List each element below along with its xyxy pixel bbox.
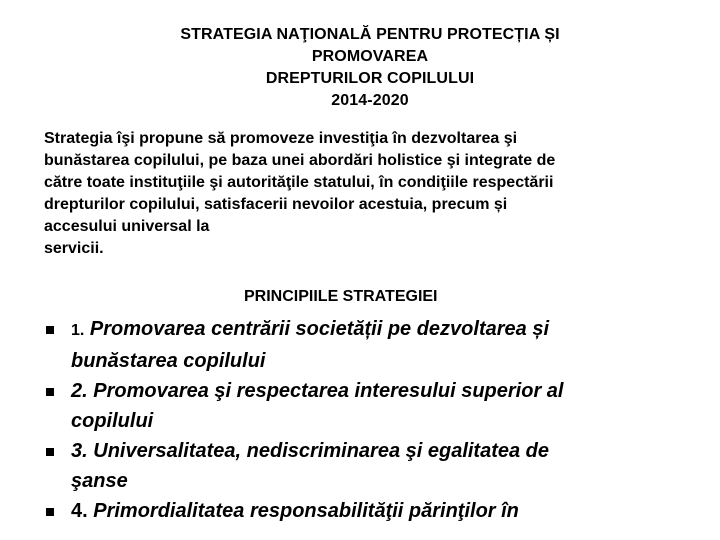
square-bullet-icon: [46, 388, 54, 396]
intro-line-3: către toate instituţiile şi autorităţile statului, în condiţiile respectării: [44, 174, 554, 191]
square-bullet-icon: [46, 448, 54, 456]
list-item: [44, 496, 704, 526]
principle-text-line-2: şanse: [71, 470, 128, 492]
principle-number: 4.: [71, 500, 88, 522]
list-item: [44, 314, 704, 376]
list-item: [44, 376, 704, 436]
principles-list: [44, 314, 704, 526]
title-line-1: STRATEGIA NAŢIONALĂ PENTRU PROTECȚIA ȘI: [180, 26, 560, 43]
principle-text-line-1: Primordialitatea responsabilităţii părinţilor în: [93, 500, 519, 522]
page-title: [110, 24, 630, 112]
principle-number: 1.: [71, 322, 85, 339]
principle-text-line-2: bunăstarea copilului: [71, 350, 266, 372]
intro-line-5: accesului universal la: [44, 218, 210, 235]
square-bullet-icon: [46, 326, 54, 334]
intro-paragraph: [44, 128, 694, 260]
principle-text-line-2: copilului: [71, 410, 154, 432]
intro-line-6: servicii.: [44, 240, 104, 257]
intro-line-4: drepturilor copilului, satisfacerii nevoilor acestuia, precum și: [44, 196, 508, 213]
intro-line-2: bunăstarea copilului, pe baza unei abordări holistice şi integrate de: [44, 152, 556, 169]
section-heading: PRINCIPIILE STRATEGIEI: [244, 288, 438, 305]
title-line-4: 2014-2020: [331, 92, 409, 109]
principle-text-line-1: Promovarea şi respectarea interesului superior al: [93, 380, 564, 402]
list-item: [44, 436, 704, 496]
square-bullet-icon: [46, 508, 54, 516]
principle-text-line-1: Promovarea centrării societății pe dezvoltarea și: [89, 318, 549, 340]
principle-number: 2.: [71, 380, 88, 402]
title-line-3: DREPTURILOR COPILULUI: [265, 70, 475, 87]
principle-text-line-1: Universalitatea, nediscriminarea şi egalitatea de: [93, 440, 550, 462]
title-line-2: PROMOVAREA: [311, 48, 429, 65]
principle-number: 3.: [71, 440, 88, 462]
intro-line-1: Strategia îşi propune să promoveze investiţia în dezvoltarea şi: [44, 130, 518, 147]
